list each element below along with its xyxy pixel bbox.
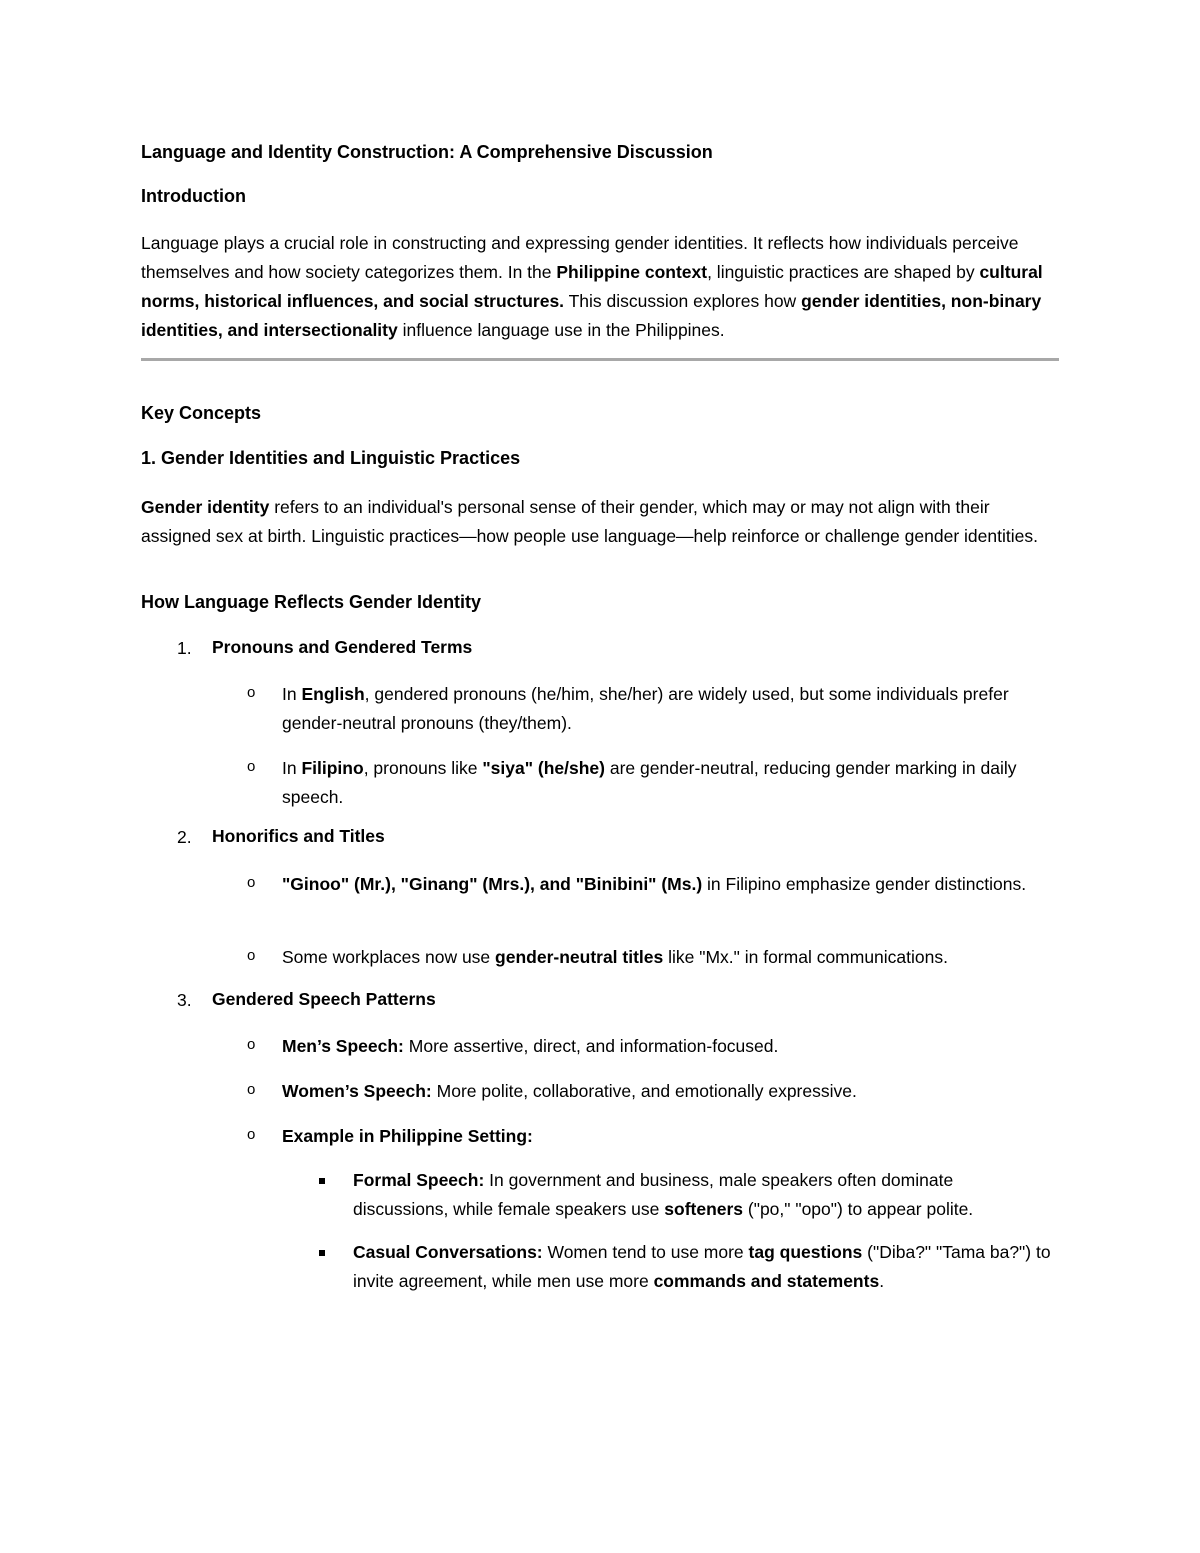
text-run: tag questions bbox=[748, 1242, 863, 1262]
bullet-marker: o bbox=[247, 874, 256, 891]
text-run: English bbox=[301, 684, 365, 704]
text-run: Gender identity bbox=[141, 497, 270, 517]
text-run: More polite, collaborative, and emotionally expressive. bbox=[431, 1081, 857, 1101]
list-item bbox=[282, 1122, 1062, 1151]
text-run: are gender-neutral, reducing gender marking in daily speech. bbox=[282, 758, 1017, 807]
list-number: 2. bbox=[177, 827, 192, 847]
bullet-marker: o bbox=[247, 947, 256, 964]
text-run: cultural norms, historical influences, and social structures. bbox=[141, 262, 1043, 311]
introduction-heading: Introduction bbox=[141, 186, 246, 206]
sub-list-item bbox=[353, 1166, 1053, 1224]
text-run: gender-neutral titles bbox=[495, 947, 664, 967]
text-run: Women tend to use more bbox=[542, 1242, 749, 1262]
bullet-marker: o bbox=[247, 1081, 256, 1098]
text-run: ("po," "opo") to appear polite. bbox=[743, 1199, 974, 1219]
bullet-marker: o bbox=[247, 1126, 256, 1143]
square-bullet-icon bbox=[319, 1178, 325, 1184]
text-run: gender identities, non-binary identities, and intersectionality bbox=[141, 291, 1042, 340]
bullet-marker: o bbox=[247, 684, 256, 701]
how-language-heading: How Language Reflects Gender Identity bbox=[141, 592, 482, 612]
text-run: In government and business, male speakers often dominate discussions, while female speakers use bbox=[353, 1170, 954, 1219]
document-title: Language and Identity Construction: A Comprehensive Discussion bbox=[141, 142, 713, 162]
list-item bbox=[282, 754, 1062, 812]
list-item bbox=[282, 1077, 1062, 1106]
text-run: commands and statements bbox=[653, 1271, 880, 1291]
text-run: like "Mx." in formal communications. bbox=[663, 947, 948, 967]
text-run: ("Diba?" "Tama ba?") to invite agreement, while men use more bbox=[353, 1242, 1051, 1291]
square-bullet-icon bbox=[319, 1250, 325, 1256]
text-run: "Ginoo" (Mr.), "Ginang" (Mrs.), and "Binibini" (Ms.) bbox=[282, 874, 703, 894]
text-run: Casual Conversations: bbox=[353, 1242, 543, 1262]
list-item-heading: Pronouns and Gendered Terms bbox=[212, 637, 473, 657]
list-item bbox=[282, 680, 1062, 738]
text-run: Formal Speech: bbox=[353, 1170, 485, 1190]
text-run: Example in Philippine Setting: bbox=[282, 1126, 533, 1146]
section-1-heading: 1. Gender Identities and Linguistic Practices bbox=[141, 448, 521, 468]
list-item bbox=[282, 1032, 1062, 1061]
list-item-heading: Gendered Speech Patterns bbox=[212, 989, 436, 1009]
text-run: Women’s Speech: bbox=[282, 1081, 432, 1101]
bullet-marker: o bbox=[247, 1036, 256, 1053]
horizontal-rule bbox=[141, 358, 1059, 361]
text-run: refers to an individual's personal sense of their gender, which may or may not align with their assigned sex at birth. Linguistic practices—how people use language—help reinforce or challenge gender identities. bbox=[141, 497, 1038, 546]
text-run: softeners bbox=[664, 1199, 744, 1219]
text-run: Language plays a crucial role in constructing and expressing gender identities. It reflects how individuals perceive themselves and how society categorizes them. In the bbox=[141, 233, 1019, 282]
list-item bbox=[282, 870, 1062, 899]
text-run: Some workplaces now use bbox=[282, 947, 496, 967]
list-item-heading: Honorifics and Titles bbox=[212, 826, 385, 846]
text-run: . bbox=[879, 1271, 885, 1291]
text-run: "siya" (he/she) bbox=[482, 758, 605, 778]
text-run: influence language use in the Philippines. bbox=[397, 320, 725, 340]
sub-list-item bbox=[353, 1238, 1053, 1296]
text-run: in Filipino emphasize gender distinctions. bbox=[702, 874, 1027, 894]
list-number: 3. bbox=[177, 990, 192, 1010]
text-run: , pronouns like bbox=[363, 758, 483, 778]
key-concepts-heading: Key Concepts bbox=[141, 403, 262, 423]
bullet-marker: o bbox=[247, 758, 256, 775]
text-run: Filipino bbox=[301, 758, 364, 778]
list-item bbox=[282, 943, 1062, 972]
text-run: More assertive, direct, and information-focused. bbox=[403, 1036, 779, 1056]
text-run: In bbox=[282, 758, 302, 778]
introduction-paragraph bbox=[141, 229, 1061, 345]
text-run: , gendered pronouns (he/him, she/her) are widely used, but some individuals prefer gender-neutral pronouns (they/them). bbox=[282, 684, 1009, 733]
text-run: Men’s Speech: bbox=[282, 1036, 404, 1056]
text-run: Philippine context bbox=[556, 262, 708, 282]
text-run: This discussion explores how bbox=[564, 291, 802, 311]
list-number: 1. bbox=[177, 638, 192, 658]
text-run: , linguistic practices are shaped by bbox=[707, 262, 980, 282]
gender-identity-definition bbox=[141, 493, 1061, 551]
text-run: In bbox=[282, 684, 302, 704]
